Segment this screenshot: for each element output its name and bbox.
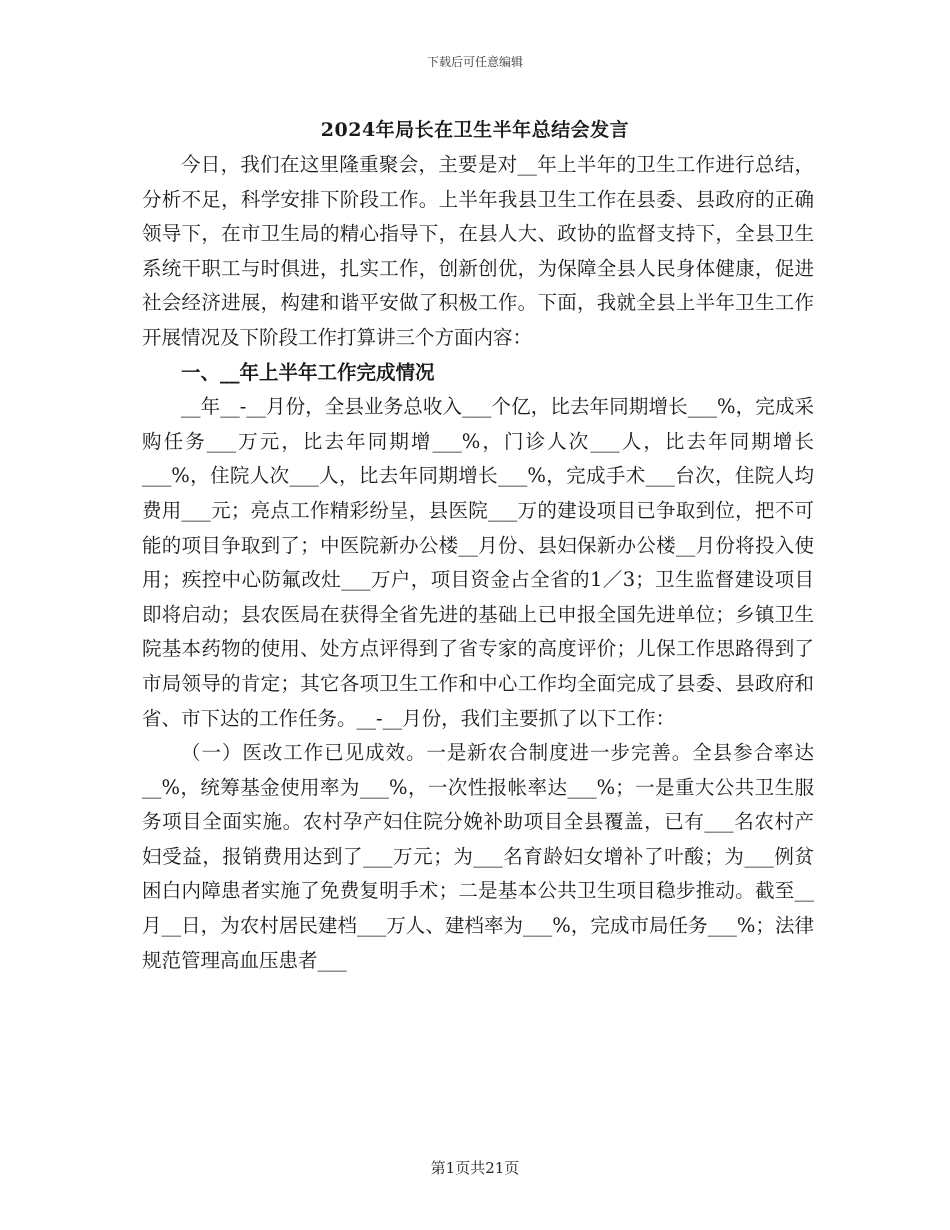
paragraph-medical-reform: （一）医改工作已见成效。一是新农合制度进一步完善。全县参合率达__%，统筹基金使用率为___%，一次性报帐率达___%；一是重大公共卫生服务项目全面实施。农村孕产妇住院分娩补助项目全县覆盖，已有___名农村产妇受益，报销费用达到了___万元；为___名育龄妇女增补了叶酸；为___例贫困白内障患者实施了免费复明手术；二是基本公共卫生项目稳步推动。截至__月__日，为农村居民建档___万人、建档率为___%，完成市局任务___%；法律规范管理高血压患者___ xyxy=(142,741,814,972)
paragraph-summary: __年__-__月份，全县业务总收入___个亿，比去年同期增长___%，完成采购任务___万元，比去年同期增___%，门诊人次___人，比去年同期增长___%，住院人次___人，比去年同期增长___%，完成手术___台次，住院人均费用___元；亮点工作精彩纷呈，县医院___万的建设项目已争取到位，把不可能的项目争取到了；中医院新办公楼__月份、县妇保新办公楼__月份将投入使用；疾控中心防氟改灶___万户，项目资金占全省的1／3；卫生监督建设项目即将启动；县农医局在获得全省先进的基础上已申报全国先进单位；乡镇卫生院基本药物的使用、处方点评得到了省专家的高度评价；儿保工作思路得到了市局领导的肯定；其它各项卫生工作和中心工作均全面完成了县委、县政府和省、市下达的工作任务。__-__月份，我们主要抓了以下工作： xyxy=(142,395,814,730)
document-title: 2024年局长在卫生半年总结会发言 xyxy=(320,119,630,141)
paragraph-intro: 今日，我们在这里隆重聚会，主要是对__年上半年的卫生工作进行总结，分析不足，科学安排下阶段工作。上半年我县卫生工作在县委、县政府的正确领导下，在市卫生局的精心指导下，在县人大、政协的监督支持下，全县卫生系统干职工与时俱进，扎实工作，创新创优，为保障全县人民身体健康，促进社会经济进展，构建和谐平安做了积极工作。下面，我就全县上半年卫生工作开展情况及下阶段工作打算讲三个方面内容： xyxy=(142,153,814,349)
document-body xyxy=(142,148,814,978)
header-note: 下载后可任意编辑 xyxy=(426,55,523,69)
page-footer: 第1页共21页 xyxy=(430,1159,520,1177)
section-heading: 一、__年上半年工作完成情况 xyxy=(181,360,435,384)
